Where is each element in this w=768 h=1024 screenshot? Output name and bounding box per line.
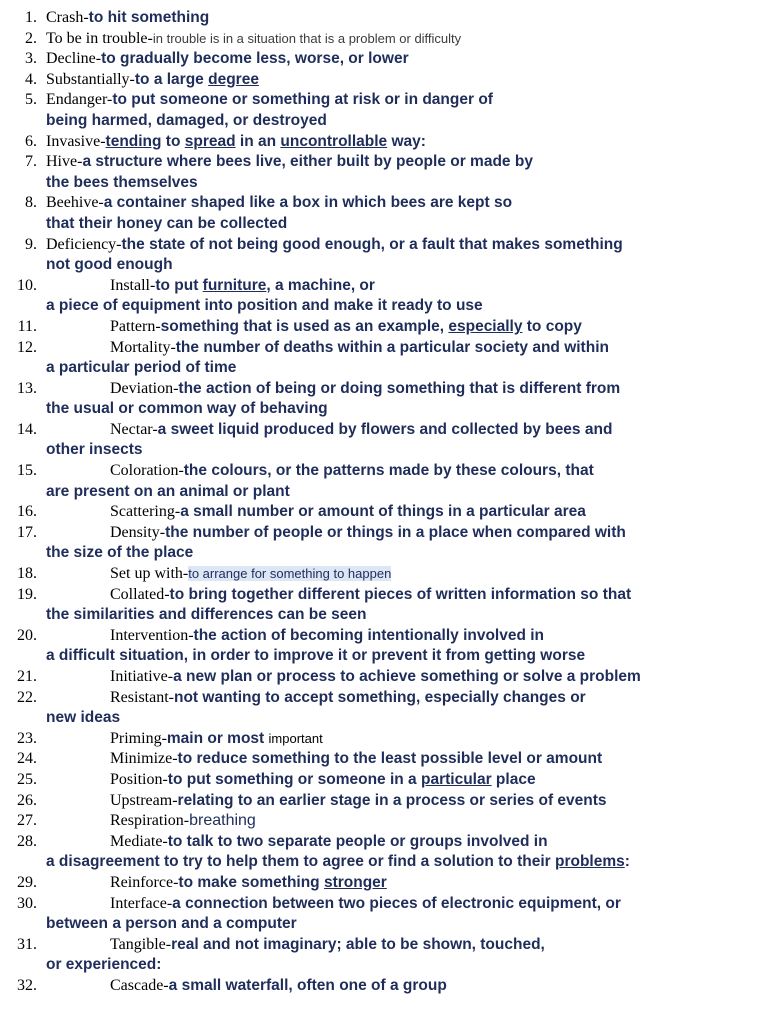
entry-first-line bbox=[0, 379, 768, 400]
list-item bbox=[0, 29, 768, 50]
definition-segment: to bring together different pieces of written information so that bbox=[169, 585, 632, 603]
definition-segment: , a machine, or bbox=[266, 276, 375, 294]
entry-first-line bbox=[0, 502, 768, 523]
entry-continuation-line bbox=[0, 214, 768, 235]
entry-continuation-line bbox=[0, 111, 768, 132]
term: Intervention- bbox=[110, 626, 194, 644]
entry-first-line bbox=[0, 420, 768, 441]
definition-text bbox=[178, 791, 607, 812]
entry-first-line bbox=[0, 276, 768, 297]
entry-continuation-line bbox=[0, 708, 768, 729]
definition-segment: to talk to two separate people or groups involved in bbox=[167, 832, 548, 850]
entry-continuation-line bbox=[0, 482, 768, 503]
item-number: 23. bbox=[17, 729, 37, 747]
item-number: 4. bbox=[25, 70, 37, 88]
entry-first-line bbox=[0, 461, 768, 482]
definition-segment: a new plan or process to achieve something or solve a problem bbox=[173, 668, 641, 685]
list-item bbox=[0, 49, 768, 70]
term: Scattering- bbox=[110, 503, 181, 521]
item-number: 26. bbox=[17, 791, 37, 809]
list-item bbox=[0, 626, 768, 667]
list-item bbox=[0, 749, 768, 770]
definition-text bbox=[122, 235, 623, 256]
entry-continuation-line bbox=[0, 914, 768, 935]
item-number: 25. bbox=[17, 770, 37, 788]
entry-first-line bbox=[0, 317, 768, 338]
list-item bbox=[0, 193, 768, 234]
term: Pattern- bbox=[110, 317, 161, 335]
entry-first-line bbox=[0, 564, 768, 585]
definition-text bbox=[168, 770, 536, 791]
definition-segment: to put something or someone in a bbox=[167, 770, 421, 788]
entry-first-line bbox=[0, 49, 768, 70]
definition-segment: a small number or amount of things in a particular area bbox=[180, 503, 586, 521]
definition-text bbox=[46, 296, 483, 317]
definition-segment: a particular period of time bbox=[46, 359, 237, 377]
list-item bbox=[0, 276, 768, 317]
definition-text bbox=[184, 461, 594, 482]
entry-first-line bbox=[0, 523, 768, 544]
list-item bbox=[0, 338, 768, 379]
term: Set up with- bbox=[110, 565, 189, 583]
definition-text bbox=[46, 173, 198, 194]
term: Deviation- bbox=[110, 379, 179, 397]
definition-text bbox=[46, 914, 297, 935]
definition-text bbox=[46, 399, 328, 420]
term: Nectar- bbox=[110, 420, 158, 438]
entry-first-line bbox=[0, 193, 768, 214]
entry-first-line bbox=[0, 8, 768, 29]
entry-first-line bbox=[0, 873, 768, 894]
item-number: 15. bbox=[17, 462, 37, 480]
item-number: 24. bbox=[17, 750, 37, 768]
entry-first-line bbox=[0, 626, 768, 647]
definition-text bbox=[189, 811, 256, 832]
definition-text bbox=[82, 152, 533, 173]
entry-first-line bbox=[0, 749, 768, 770]
term: Collated- bbox=[110, 585, 170, 603]
item-number: 8. bbox=[25, 194, 37, 212]
entry-first-line bbox=[0, 29, 768, 50]
item-number: 32. bbox=[17, 976, 37, 994]
definition-text bbox=[178, 379, 620, 400]
definition-segment: not wanting to accept something, especially changes or bbox=[174, 688, 586, 706]
definition-segment: new ideas bbox=[46, 709, 121, 727]
list-item bbox=[0, 894, 768, 935]
definition-text bbox=[46, 852, 630, 873]
list-item bbox=[0, 770, 768, 791]
entry-continuation-line bbox=[0, 543, 768, 564]
term: Minimize- bbox=[110, 750, 178, 768]
entry-continuation-line bbox=[0, 852, 768, 873]
term: Interface- bbox=[110, 894, 173, 912]
list-item bbox=[0, 523, 768, 564]
definition-text bbox=[46, 708, 120, 729]
definition-segment: in an bbox=[235, 132, 281, 150]
list-item bbox=[0, 811, 768, 832]
entry-first-line bbox=[0, 338, 768, 359]
linked-word: stronger bbox=[323, 873, 387, 891]
term: To be in trouble- bbox=[46, 29, 153, 47]
entry-continuation-line bbox=[0, 440, 768, 461]
definition-segment: to bbox=[161, 132, 185, 150]
definition-text bbox=[46, 358, 236, 379]
definition-segment: : bbox=[624, 853, 630, 871]
definition-segment: relating to an earlier stage in a process or series of events bbox=[177, 791, 607, 809]
definition-text bbox=[158, 420, 613, 441]
definition-segment: place bbox=[491, 770, 536, 788]
definition-text bbox=[46, 605, 366, 626]
entry-continuation-line bbox=[0, 605, 768, 626]
item-number: 7. bbox=[25, 153, 37, 171]
linked-word: particular bbox=[420, 770, 492, 788]
list-item bbox=[0, 379, 768, 420]
entry-first-line bbox=[0, 235, 768, 256]
definition-text bbox=[165, 523, 626, 544]
item-number: 2. bbox=[25, 29, 37, 47]
term: Endanger- bbox=[46, 91, 113, 109]
entry-first-line bbox=[0, 791, 768, 812]
entry-first-line bbox=[0, 976, 768, 997]
definition-text bbox=[46, 482, 290, 503]
entry-first-line bbox=[0, 770, 768, 791]
definition-text bbox=[178, 873, 386, 894]
list-item bbox=[0, 461, 768, 502]
list-item bbox=[0, 976, 768, 997]
entry-first-line bbox=[0, 585, 768, 606]
entry-first-line bbox=[0, 132, 768, 153]
term: Position- bbox=[110, 770, 168, 788]
item-number: 19. bbox=[17, 585, 37, 603]
item-number: 22. bbox=[17, 688, 37, 706]
entry-continuation-line bbox=[0, 255, 768, 276]
list-item bbox=[0, 502, 768, 523]
definition-segment: the colours, or the patterns made by these colours, that bbox=[183, 462, 594, 480]
list-item bbox=[0, 729, 768, 750]
list-item bbox=[0, 90, 768, 131]
definition-segment: the similarities and differences can be seen bbox=[46, 606, 367, 624]
definition-segment: are present on an animal or plant bbox=[46, 482, 290, 500]
definition-segment: not good enough bbox=[46, 256, 173, 274]
entry-first-line bbox=[0, 667, 768, 688]
item-number: 21. bbox=[17, 668, 37, 685]
definition-text bbox=[89, 8, 210, 29]
item-number: 9. bbox=[25, 235, 37, 253]
definition-segment: to make something bbox=[178, 873, 324, 891]
item-number: 31. bbox=[17, 935, 37, 953]
definition-text bbox=[104, 193, 512, 214]
linked-word: spread bbox=[184, 132, 236, 150]
definition-text bbox=[155, 276, 375, 297]
definition-segment: main or most bbox=[166, 729, 269, 747]
term: Mediate- bbox=[110, 832, 168, 850]
definition-text bbox=[170, 585, 632, 606]
linked-word: furniture bbox=[202, 276, 267, 294]
item-number: 3. bbox=[25, 50, 37, 68]
entry-first-line bbox=[0, 152, 768, 173]
item-number: 5. bbox=[25, 91, 37, 109]
item-number: 28. bbox=[17, 832, 37, 850]
definition-text bbox=[101, 49, 409, 70]
definition-text bbox=[180, 502, 586, 523]
term: Resistant- bbox=[110, 688, 174, 706]
list-item bbox=[0, 585, 768, 626]
definition-segment: something that is used as an example, bbox=[160, 317, 449, 335]
definition-text bbox=[46, 646, 585, 667]
item-number: 20. bbox=[17, 626, 37, 644]
item-number: 13. bbox=[17, 379, 37, 397]
entry-continuation-line bbox=[0, 955, 768, 976]
term: Invasive- bbox=[46, 132, 106, 150]
term: Cascade- bbox=[110, 976, 169, 994]
term: Initiative- bbox=[110, 668, 174, 685]
item-number: 14. bbox=[17, 420, 37, 438]
definition-segment: important bbox=[268, 730, 323, 746]
definition-text bbox=[46, 214, 287, 235]
definition-text bbox=[173, 667, 641, 688]
list-item bbox=[0, 420, 768, 461]
item-number: 6. bbox=[25, 132, 37, 150]
definition-segment: in trouble is in a situation that is a problem or difficulty bbox=[152, 30, 462, 46]
definition-segment: the action of being or doing something that is different from bbox=[178, 379, 621, 397]
definition-text bbox=[174, 688, 586, 709]
list-item bbox=[0, 667, 768, 688]
entry-first-line bbox=[0, 894, 768, 915]
definition-segment: to put someone or something at risk or in danger of bbox=[112, 91, 493, 109]
item-number: 27. bbox=[17, 812, 37, 830]
definition-segment: way: bbox=[387, 132, 426, 150]
definition-text bbox=[178, 749, 603, 770]
definition-segment: breathing bbox=[189, 812, 256, 830]
definition-text bbox=[46, 255, 173, 276]
definition-text bbox=[135, 70, 259, 91]
item-number: 18. bbox=[17, 565, 37, 583]
entry-continuation-line bbox=[0, 399, 768, 420]
definition-segment: or experienced: bbox=[46, 956, 162, 974]
term: Deficiency- bbox=[46, 235, 122, 253]
entry-continuation-line bbox=[0, 296, 768, 317]
definition-text bbox=[188, 564, 391, 585]
definition-segment: a difficult situation, in order to improve it or prevent it from getting worse bbox=[46, 647, 586, 665]
definition-segment: to arrange for something to happen bbox=[188, 566, 392, 582]
term: Tangible- bbox=[110, 935, 172, 953]
definition-segment: a disagreement to try to help them to agree or find a solution to their bbox=[46, 853, 555, 871]
term: Priming- bbox=[110, 729, 167, 747]
definition-text bbox=[176, 338, 609, 359]
entry-first-line bbox=[0, 832, 768, 853]
definition-segment: the number of deaths within a particular society and within bbox=[175, 338, 609, 356]
definition-text bbox=[153, 29, 461, 50]
definition-segment: between a person and a computer bbox=[46, 915, 297, 933]
item-number: 30. bbox=[17, 894, 37, 912]
definition-segment: the usual or common way of behaving bbox=[46, 400, 328, 418]
linked-word: uncontrollable bbox=[280, 132, 388, 150]
item-number: 12. bbox=[17, 338, 37, 356]
definition-segment: a piece of equipment into position and make it ready to use bbox=[46, 297, 483, 315]
list-item bbox=[0, 832, 768, 873]
linked-word: degree bbox=[208, 70, 259, 88]
item-number: 16. bbox=[17, 503, 37, 521]
definition-text bbox=[112, 90, 493, 111]
term: Coloration- bbox=[110, 462, 184, 480]
definition-segment: a container shaped like a box in which bees are kept so bbox=[103, 194, 513, 212]
definition-text bbox=[172, 894, 621, 915]
definition-segment: that their honey can be collected bbox=[46, 214, 288, 232]
definition-segment: a connection between two pieces of electronic equipment, or bbox=[172, 894, 621, 912]
list-item bbox=[0, 873, 768, 894]
term: Install- bbox=[110, 276, 156, 294]
definition-segment: to hit something bbox=[88, 9, 210, 26]
vocabulary-list bbox=[0, 8, 768, 997]
definition-segment: to reduce something to the least possible level or amount bbox=[177, 750, 603, 768]
item-number: 29. bbox=[17, 873, 37, 891]
list-item bbox=[0, 317, 768, 338]
term: Decline- bbox=[46, 50, 102, 68]
term: Density- bbox=[110, 523, 166, 541]
entry-continuation-line bbox=[0, 173, 768, 194]
list-item bbox=[0, 132, 768, 153]
list-item bbox=[0, 70, 768, 91]
item-number: 1. bbox=[25, 9, 37, 26]
entry-first-line bbox=[0, 811, 768, 832]
term: Upstream- bbox=[110, 791, 178, 809]
list-item bbox=[0, 152, 768, 193]
term: Hive- bbox=[46, 153, 83, 171]
definition-segment: the bees themselves bbox=[46, 173, 198, 191]
term: Substantially- bbox=[46, 70, 135, 88]
linked-word: tending bbox=[105, 132, 162, 150]
definition-segment: the action of becoming intentionally involved in bbox=[193, 626, 545, 644]
definition-segment: being harmed, damaged, or destroyed bbox=[46, 111, 327, 129]
definition-segment: to copy bbox=[522, 317, 582, 335]
definition-text bbox=[46, 440, 142, 461]
definition-text bbox=[167, 729, 323, 750]
list-item bbox=[0, 235, 768, 276]
definition-text bbox=[169, 976, 447, 997]
item-number: 10. bbox=[17, 276, 37, 294]
list-item bbox=[0, 564, 768, 585]
entry-first-line bbox=[0, 90, 768, 111]
list-item bbox=[0, 8, 768, 29]
term: Crash- bbox=[46, 9, 89, 26]
entry-first-line bbox=[0, 70, 768, 91]
definition-text bbox=[171, 935, 545, 956]
definition-text bbox=[106, 132, 426, 153]
definition-segment: real and not imaginary; able to be shown, touched, bbox=[171, 935, 545, 953]
linked-word: especially bbox=[448, 317, 523, 335]
item-number: 11. bbox=[17, 317, 37, 335]
list-item bbox=[0, 688, 768, 729]
list-item bbox=[0, 935, 768, 976]
definition-text bbox=[46, 955, 161, 976]
definition-segment: the number of people or things in a place when compared with bbox=[165, 523, 626, 541]
entry-continuation-line bbox=[0, 358, 768, 379]
term: Reinforce- bbox=[110, 873, 179, 891]
definition-segment: to gradually become less, worse, or lower bbox=[101, 50, 409, 68]
definition-segment: the size of the place bbox=[46, 544, 194, 562]
entry-first-line bbox=[0, 935, 768, 956]
definition-segment: a sweet liquid produced by flowers and collected by bees and bbox=[157, 420, 613, 438]
definition-segment: a small waterfall, often one of a group bbox=[168, 976, 447, 994]
definition-text bbox=[194, 626, 545, 647]
definition-text bbox=[46, 543, 193, 564]
term: Mortality- bbox=[110, 338, 176, 356]
term: Beehive- bbox=[46, 194, 104, 212]
item-number: 17. bbox=[17, 523, 37, 541]
entry-first-line bbox=[0, 729, 768, 750]
definition-segment: the state of not being good enough, or a fault that makes something bbox=[121, 235, 623, 253]
linked-word: problems bbox=[554, 853, 625, 871]
list-item bbox=[0, 791, 768, 812]
definition-segment: to put bbox=[155, 276, 203, 294]
entry-continuation-line bbox=[0, 646, 768, 667]
term: Respiration- bbox=[110, 812, 190, 830]
definition-text bbox=[161, 317, 582, 338]
definition-text bbox=[46, 111, 327, 132]
entry-first-line bbox=[0, 688, 768, 709]
definition-segment: other insects bbox=[46, 441, 143, 459]
definition-text bbox=[168, 832, 548, 853]
definition-segment: a structure where bees live, either built by people or made by bbox=[82, 153, 533, 171]
definition-segment: to a large bbox=[134, 70, 209, 88]
